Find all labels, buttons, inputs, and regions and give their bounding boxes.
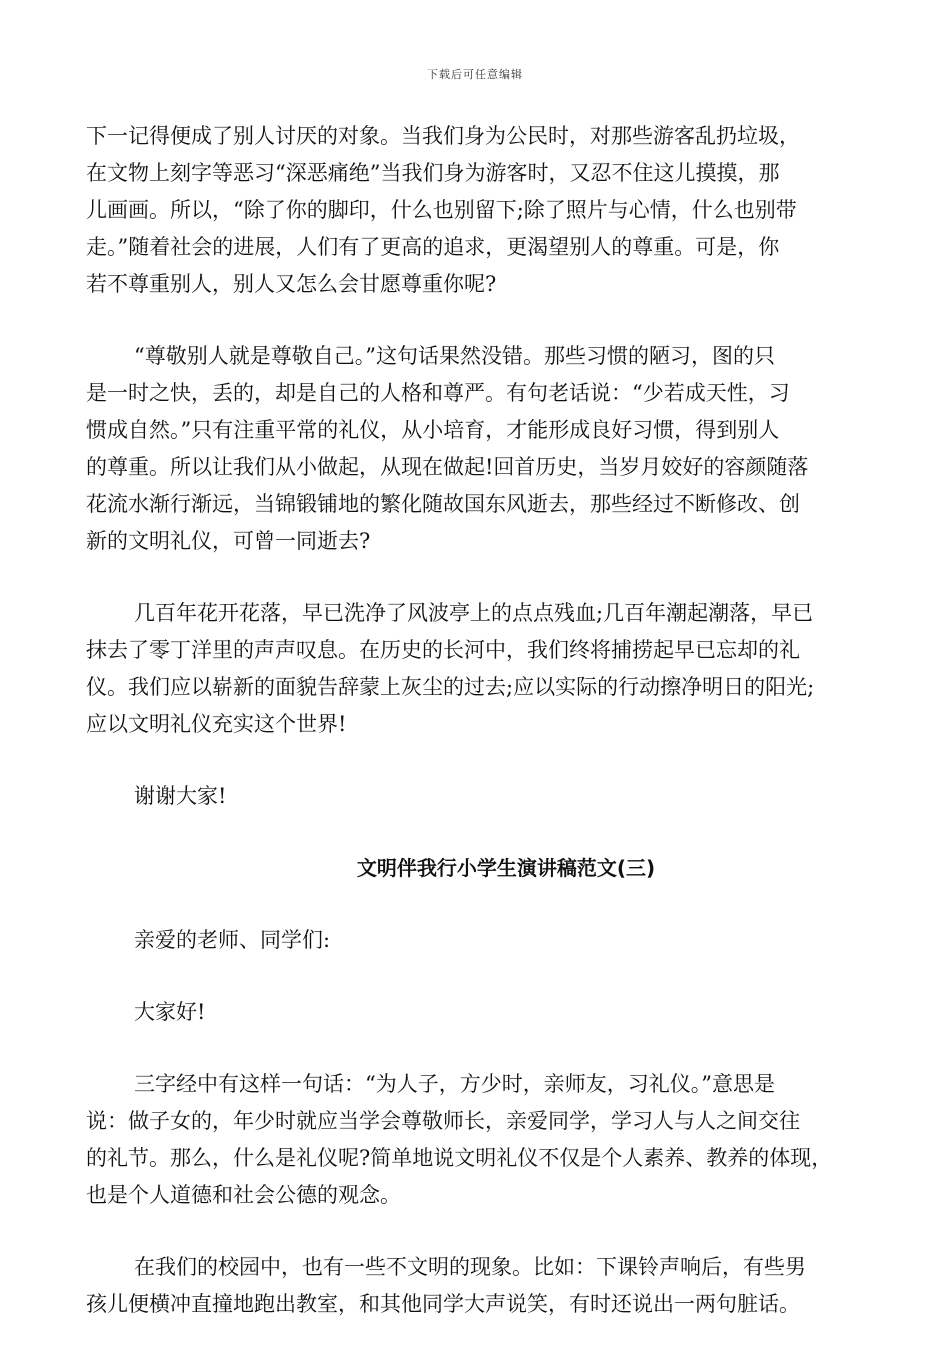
paragraph-spacer [86, 743, 866, 778]
paragraph-spacer [86, 887, 866, 922]
paragraph [86, 922, 866, 959]
section-title: 文明伴我行小学生演讲稿范文(三) [356, 856, 656, 880]
page-header: 下载后可任意编辑 [427, 68, 523, 81]
text-line: 三字经中有这样一句话：“为人子，方少时，亲师友，习礼仪。”意思是 [134, 1072, 775, 1096]
paragraph-group-2 [86, 922, 866, 1358]
text-line: 大家好! [134, 1000, 206, 1024]
text-line: 的礼节。那么，什么是礼仪呢?简单地说文明礼仪不仅是个人素养、教养的体现， [86, 1146, 833, 1170]
text-line: 在文物上刻字等恶习“深恶痛绝”当我们身为游客时，又忍不住这儿摸摸，那 [86, 161, 780, 185]
text-line: 在我们的校园中，也有一些不文明的现象。比如：下课铃声响后，有些男 [134, 1255, 806, 1279]
paragraph-spacer [86, 560, 866, 595]
paragraph [86, 994, 866, 1031]
paragraph-group-1 [86, 118, 866, 850]
text-line: 新的文明礼仪，可曾一同逝去? [86, 529, 371, 553]
paragraph [86, 118, 866, 303]
text-line: 几百年花开花落，早已洗净了风波亭上的点点残血;几百年潮起潮落，早已 [134, 601, 814, 625]
text-line: 是一时之快，丢的，却是自己的人格和尊严。有句老话说：“少若成天性，习 [86, 381, 790, 405]
text-line: 也是个人道德和社会公德的观念。 [86, 1183, 401, 1207]
paragraph [86, 1249, 866, 1323]
text-line: 抹去了零丁洋里的声声叹息。在历史的长河中，我们终将捕捞起早已忘却的礼 [86, 638, 800, 662]
document-body [86, 118, 866, 1358]
text-line: 亲爱的老师、同学们: [134, 928, 331, 952]
text-line: 说：做子女的，年少时就应当学会尊敬师长，亲爱同学，学习人与人之间交往 [86, 1109, 800, 1133]
text-line: 儿画画。所以，“除了你的脚印，什么也别留下;除了照片与心情，什么也别带 [86, 198, 797, 222]
text-line: 花流水渐行渐远，当锦锻铺地的繁化随故国东风逝去，那些经过不断修改、创 [86, 492, 800, 516]
text-line: 谢谢大家! [134, 784, 227, 808]
paragraph [86, 1066, 866, 1214]
paragraph-spacer [86, 1323, 866, 1358]
paragraph-spacer [86, 303, 866, 338]
paragraph [86, 778, 866, 815]
paragraph-spacer [86, 1031, 866, 1066]
text-line: 下一记得便成了别人讨厌的对象。当我们身为公民时，对那些游客乱扔垃圾， [86, 124, 800, 148]
paragraph-spacer [86, 815, 866, 850]
text-line: “尊敬别人就是尊敬自己。”这句话果然没错。那些习惯的陋习，图的只 [134, 344, 775, 368]
text-line: 若不尊重别人，别人又怎么会甘愿尊重你呢? [86, 272, 497, 296]
text-line: 的尊重。所以让我们从小做起，从现在做起!回首历史，当岁月姣好的容颜随落 [86, 455, 809, 479]
paragraph-spacer [86, 959, 866, 994]
paragraph [86, 338, 866, 560]
text-line: 走。”随着社会的进展，人们有了更高的追求，更渴望别人的尊重。可是，你 [86, 235, 780, 259]
paragraph-spacer [86, 1214, 866, 1249]
paragraph [86, 595, 866, 743]
text-line: 惯成自然。”只有注重平常的礼仪，从小培育，才能形成良好习惯，得到别人 [86, 418, 780, 442]
text-line: 仪。我们应以崭新的面貌告辞蒙上灰尘的过去;应以实际的行动擦净明日的阳光; [86, 675, 815, 699]
text-line: 应以文明礼仪充实这个世界! [86, 712, 347, 736]
text-line: 孩儿便横冲直撞地跑出教室，和其他同学大声说笑，有时还说出一两句脏话。 [86, 1292, 800, 1316]
